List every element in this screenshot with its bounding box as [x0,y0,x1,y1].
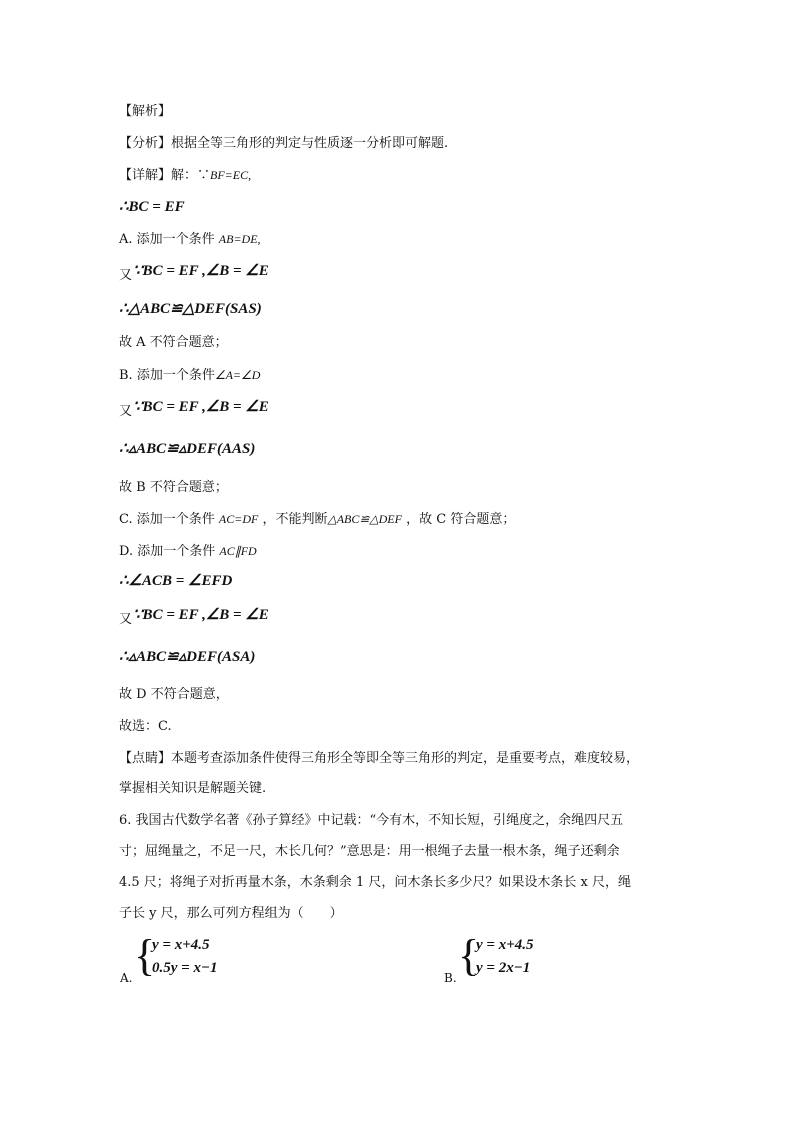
math-expression: ∴▵ABC≌▵DEF(ASA) [119,649,256,665]
math-expression: ∵BC = EF ,∠B = ∠E [133,399,269,415]
option-d-condition-line [119,542,257,561]
conclusion-line: 故 D 不符合题意， [119,687,229,702]
math-line [119,606,269,625]
math-expression: △ABC≌△DEF [327,512,402,526]
option-a-condition-line [119,230,261,249]
option-a-label: A. [120,971,133,985]
math-line [119,300,262,319]
condition-prefix: D. 添加一个条件 [119,544,220,559]
question-line: 6. 我国古代数学名著《孙子算经》中记载：“今有木，不知长短，引绳度之，余绳四尺五 [119,813,624,828]
math-expression: AB=DE, [218,232,261,246]
analysis-line: 【分析】根据全等三角形的判定与性质逐一分析即可解题. [119,136,449,151]
you-char: 又 [119,404,133,419]
question-line: 子长 y 尺，那么可列方程组为（ ） [119,906,343,921]
math-expression: ∵BC = EF ,∠B = ∠E [133,263,269,279]
option-b-label: B. [444,971,457,985]
math-line [119,398,269,417]
text-fragment: ，故 C 符合题意； [401,512,516,527]
math-expression: ∴△ABC≌△DEF(SAS) [119,301,262,317]
math-line [119,648,255,667]
section-heading-jiexi: 【解析】 [119,104,172,119]
math-expression: AC∥FD [219,544,257,558]
you-char: 又 [119,612,133,627]
comment-line: 掌握相关知识是解题关键. [119,781,267,796]
math-expression: BF=EC, [210,168,252,182]
math-line [119,572,232,591]
condition-prefix: C. 添加一个条件 [119,512,219,527]
option-b-condition-line [119,366,260,385]
math-expression: ∵BC = EF ,∠B = ∠E [133,607,269,623]
detail-prefix: 【详解】解：∵ [119,168,211,183]
math-expression: AC=DF [218,512,259,526]
question-line: 4.5 尺；将绳子对折再量木条，木条剩余 1 尺，问木条长多少尺？如果设木条长 x 尺，绳 [119,875,631,890]
math-expression: ∴∠ACB = ∠EFD [119,573,233,589]
condition-prefix: A. 添加一个条件 [119,232,219,247]
equation-1: y = x+4.5 [476,937,534,953]
brace-icon: { [458,931,480,980]
equation-1: y = x+4.5 [152,937,210,953]
equation-2: 0.5y = x−1 [152,960,218,976]
condition-prefix: B. 添加一个条件 [119,368,215,383]
you-char: 又 [119,268,133,283]
math-line [119,198,185,217]
brace-icon: { [134,931,156,980]
comment-line: 【点睛】本题考查添加条件使得三角形全等即全等三角形的判定，是重要考点，难度较易， [119,751,640,766]
math-expression: ∴▵ABC≌▵DEF(AAS) [119,441,256,457]
math-line [119,440,255,459]
text-fragment: ，不能判断 [258,512,328,527]
answer-line: 故选：C. [119,719,172,734]
equation-2: y = 2x−1 [476,960,531,976]
math-line [119,262,269,281]
option-c-line [119,510,515,529]
conclusion-line: 故 B 不符合题意； [119,480,228,495]
conclusion-line: 故 A 不符合题意； [119,335,228,350]
detail-line [119,166,251,185]
math-expression: ∴BC = EF [119,199,185,215]
math-expression: ∠A=∠D [214,368,261,382]
question-line: 寸；屈绳量之，不足一尺，木长几何？”意思是：用一根绳子去量一根木条，绳子还剩余 [119,844,620,859]
